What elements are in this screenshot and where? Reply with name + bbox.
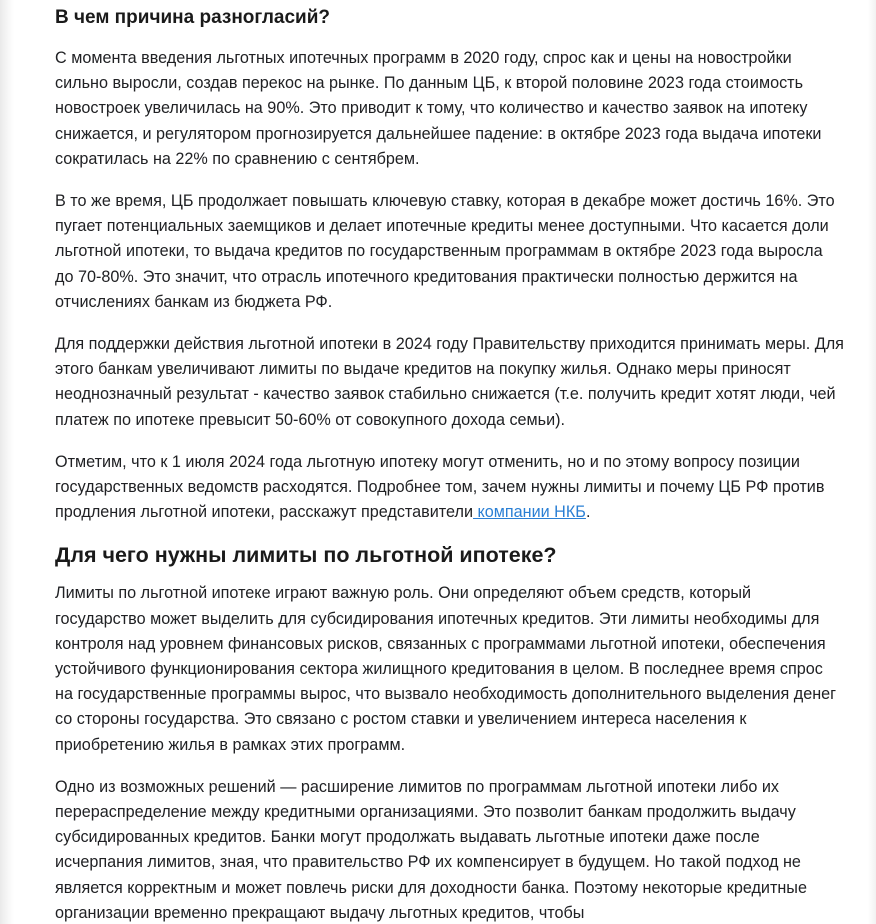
paragraph-cancellation-text: Отметим, что к 1 июля 2024 года льготную ипотеку могут отменить, но и по этому вопросу позиции государственных ведомств расходятся. Подробнее том, зачем нужны лимиты и почему ЦБ РФ против продления льготной ипотеки, расскажут представители	[55, 452, 825, 522]
paragraph-cancellation-note	[55, 450, 845, 526]
page-right-gutter	[868, 0, 876, 924]
paragraph-possible-solutions: Одно из возможных решений — расширение лимитов по программам льготной ипотеки либо их перераспределение между кредитными организациями. Это позволит банкам продолжить выдачу субсидированных кредитов. Банки могут продолжать выдавать льготные ипотеки даже после исчерпания лимитов, зная, что правительство РФ их компенсирует в будущем. Но такой подход не является корректным и может повлечь риски для доходности банка. Поэтому некоторые кредитные организации временно прекращают выдачу льготных кредитов, чтобы	[55, 777, 807, 922]
article-body	[55, 0, 845, 924]
nkb-company-link[interactable]: компании НКБ	[473, 503, 586, 522]
paragraph-limits-role: Лимиты по льготной ипотеке играют важную роль. Они определяют объем средств, который государство может выделить для субсидирования ипотечных кредитов. Эти лимиты необходимы для контроля над уровнем финансовых рисков, связанных с программами льготной ипотеки, обеспечения устойчивого функционирования сектора жилищного кредитования в целом. В последнее время спрос на государственные программы вырос, что вызвало необходимость дополнительного выделения денег со стороны государства. Это связано с ростом ставки и увеличением интереса населения к приобретению жилья в рамках этих программ.	[55, 584, 837, 754]
section-heading-disagreement-reason: В чем причина разногласий?	[55, 7, 331, 28]
paragraph-government-measures: Для поддержки действия льготной ипотеки в 2024 году Правительству приходится принимать меры. Для этого банкам увеличивают лимиты по выдаче кредитов на покупку жилья. Однако меры приносят неоднозначный результат - качество заявок стабильно снижается (т.е. получить кредит хотят люди, чей платеж по ипотеке превысит 50-60% от совокупного дохода семьи).	[55, 335, 844, 429]
paragraph-key-rate: В то же время, ЦБ продолжает повышать ключевую ставку, которая в декабре может достичь 16%. Это пугает потенциальных заемщиков и делает ипотечные кредиты менее доступными. Что касается доли льготной ипотеки, то выдача кредитов по государственным программам в октябре 2023 года выросла до 70-80%. Это значит, что отрасль ипотечного кредитования практически полностью держится на отчислениях банкам из бюджета РФ.	[55, 192, 835, 311]
paragraph-mortgage-demand: С момента введения льготных ипотечных программ в 2020 году, спрос как и цены на новостройки сильно выросли, создав перекос на рынке. По данным ЦБ, к второй половине 2023 года стоимость новостроек увеличилась на 90%. Это приводит к тому, что количество и качество заявок на ипотеку снижается, и регулятором прогнозируется дальнейшее падение: в октябре 2023 года выдача ипотеки сократилась на 22% по сравнению с сентябрем.	[55, 49, 822, 168]
page-left-shadow	[0, 0, 14, 924]
section-heading-limits-purpose: Для чего нужны лимиты по льготной ипотеке?	[55, 543, 557, 568]
paragraph-cancellation-end: .	[585, 503, 591, 522]
